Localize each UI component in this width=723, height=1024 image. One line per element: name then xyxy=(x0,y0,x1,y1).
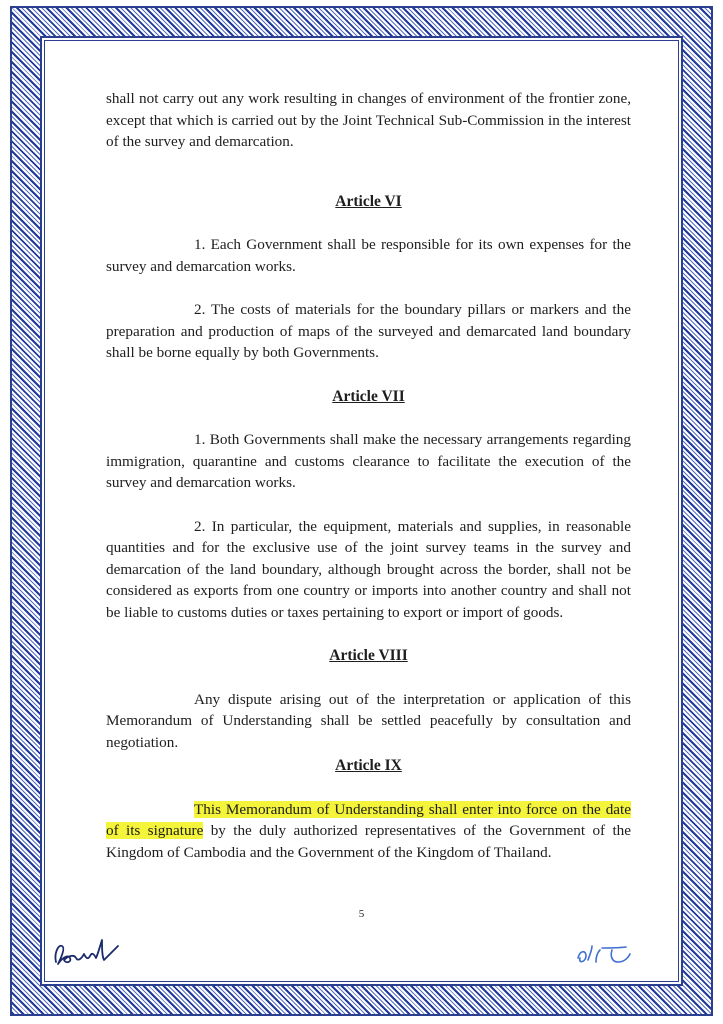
article-ix-heading: Article IX xyxy=(335,757,402,774)
highlighted-text: This Memorandum of Understanding shall enter into force on the date of its signature xyxy=(106,800,631,839)
article-viii-paragraph: Any dispute arising out of the interpretation or application of this Memorandum of Understanding shall be settled peacefully by consultation and negotiation. xyxy=(106,690,631,751)
article-vi-heading: Article VI xyxy=(335,192,402,210)
article-viii-heading: Article VIII xyxy=(329,647,408,664)
article-vii-paragraph-1: 1. Both Governments shall make the necessary arrangements regarding immigration, quarantine and customs clearance to facilitate the execution of the survey and demarcation works. xyxy=(106,431,631,491)
article-vii-paragraph-2: 2. In particular, the equipment, materials and supplies, in reasonable quantities and for the exclusive use of the joint survey teams in the survey and demarcation of the land boundary, although brought across the border, shall not be considered as exports from one country or imports into another country and shall not be liable to customs duties or taxes pertaining to export or import of goods. xyxy=(106,517,631,621)
article-ix-remaining-text: by the duly authorized representatives of the Government of the Kingdom of Cambodia and the Government of the Kingdom of Thailand. xyxy=(106,822,632,861)
article-vi-paragraph-1: 1. Each Government shall be responsible for its own expenses for the survey and demarcation works. xyxy=(106,236,631,275)
article-vi-paragraph-2: 2. The costs of materials for the boundary pillars or markers and the preparation and production of maps of the surveyed and demarcated land boundary shall be borne equally by both Governments. xyxy=(106,301,631,361)
document-body xyxy=(106,88,631,863)
handwritten-initials-right xyxy=(574,940,644,970)
page-number: 5 xyxy=(358,908,365,920)
article-vii-heading: Article VII xyxy=(332,387,405,405)
opening-paragraph: shall not carry out any work resulting in changes of environment of the frontier zone, except that which is carried out by the Joint Technical Sub-Commission in the interest of the survey and demarcation. xyxy=(106,90,631,150)
article-ix-paragraph xyxy=(106,799,631,864)
handwritten-initials-left xyxy=(52,936,122,972)
